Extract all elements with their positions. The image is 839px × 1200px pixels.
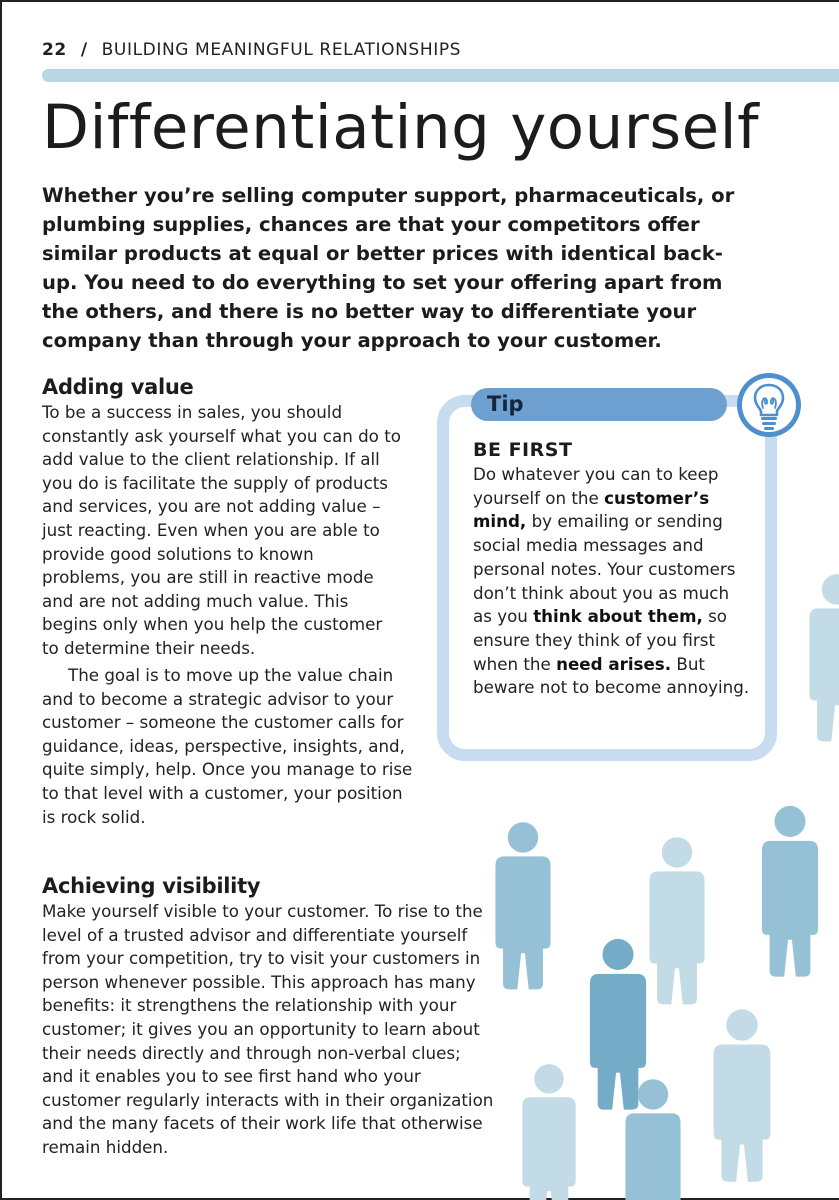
- achieving-visibility-paragraph: Make yourself visible to your customer. To rise to the level of a trusted advisor and differentiate yourself from your competition, try to visit your customers in person whenever possible. This approach has many benefits: it strengthens the relationship with your customer; it gives you an opportunity to learn about their needs directly and through non-verbal clues; and it enables you to see first hand who your customer regularly interacts with in their organization and the many facets of their work life that otherwise remain hidden.: [42, 901, 494, 1157]
- intro-paragraph: Whether you’re selling computer support, pharmaceuticals, or plumbing supplies, chances are that your competitors offer similar products at equal or better prices with identical back-up. You need to do everything to set your offering apart from the others, and there is no better way to differentiate your company than through your approach to your customer.: [42, 184, 735, 352]
- tip-body: [473, 463, 753, 700]
- tip-text: Do whatever you can to keep yourself on the: [473, 464, 719, 508]
- page-number: 22: [42, 40, 67, 60]
- tip-text: so ensure they think of you first when the: [473, 606, 728, 674]
- header-rule: [42, 69, 839, 82]
- tip-emphasis: need arises.: [556, 653, 672, 674]
- section-heading-adding-value: Adding value: [42, 375, 194, 399]
- page-title: Differentiating yourself: [42, 92, 760, 163]
- running-header: [42, 40, 461, 60]
- lightbulb-icon: [736, 372, 802, 438]
- tip-text: by emailing or sending social media messages and personal notes. Your customers don’t think about you as much as you: [473, 511, 736, 627]
- adding-value-paragraph-2: The goal is to move up the value chain and to become a strategic advisor to your customer – someone the customer calls for guidance, ideas, perspective, insights, and, quite simply, help. Once you manage to rise to that level with a customer, your position is rock solid.: [42, 665, 413, 827]
- header-separator: /: [80, 40, 88, 60]
- section-title: BUILDING MEANINGFUL RELATIONSHIPS: [101, 40, 462, 60]
- tip-heading: BE FIRST: [473, 439, 573, 461]
- tip-label: Tip: [487, 392, 524, 416]
- tip-emphasis: think about them,: [533, 606, 703, 627]
- section-heading-achieving-visibility: Achieving visibility: [42, 874, 261, 898]
- tip-text: But beware not to become annoying.: [473, 653, 750, 698]
- adding-value-paragraph-1: To be a success in sales, you should constantly ask yourself what you can do to add value to the client relationship. If all you do is facilitate the supply of products and services, you are not adding value – just reacting. Even when you are able to provide good solutions to known problems, you are still in reactive mode and are not adding much value. This begins only when you help the customer to determine their needs.: [42, 402, 401, 658]
- tip-emphasis: customer’s mind,: [473, 487, 710, 532]
